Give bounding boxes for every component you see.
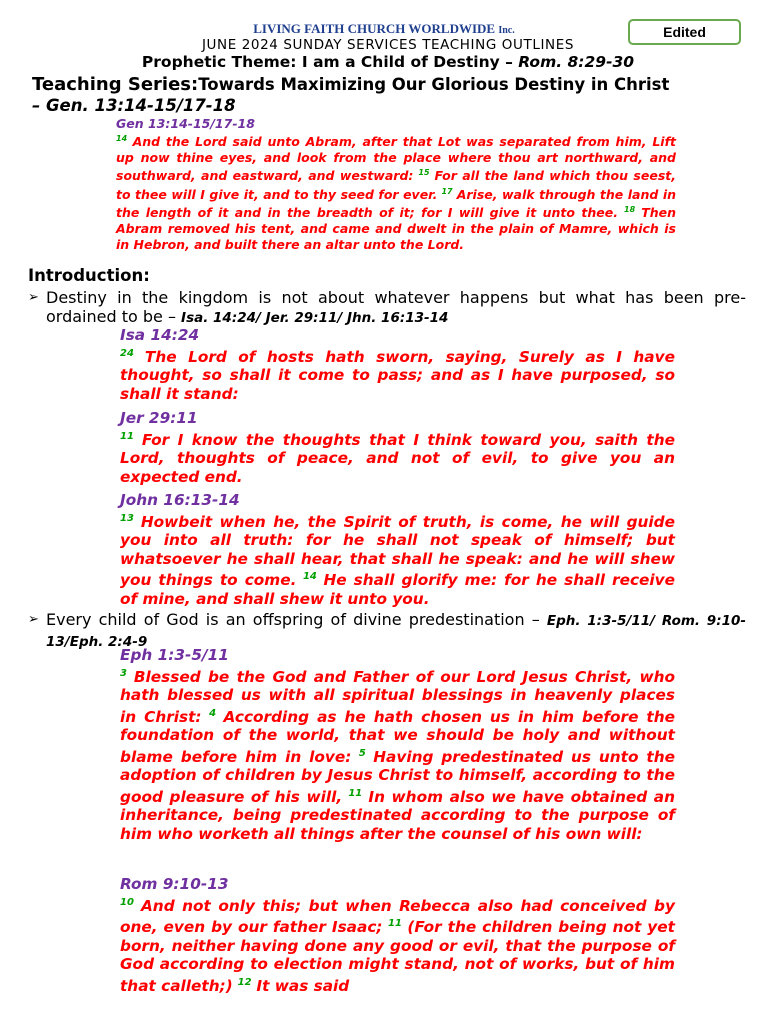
verse-number: 3 — [120, 667, 127, 679]
verse-text: Arise, walk through the land in the length of it and in the breadth of it; for I will give it unto thee. — [116, 186, 677, 221]
verse-text: He shall glorify me: for he shall receive of mine, and shall shew it unto you. — [120, 571, 675, 608]
scripture-text — [120, 894, 675, 996]
scripture-text — [120, 510, 675, 609]
verse-text: Having predestinated us unto the adoption of children by Jesus Christ to himself, according to the good pleasure of his will, — [120, 747, 675, 806]
verse-text: The Lord of hosts hath sworn, saying, Surely as I have thought, so shall it come to pass; and as I have purposed, so shall it stand: — [120, 347, 675, 403]
verse-number: 11 — [120, 430, 134, 442]
verse-number: 14 — [116, 134, 128, 143]
teaching-series — [32, 74, 669, 95]
series-label: Teaching Series: — [32, 74, 199, 95]
verse-text: For I know the thoughts that I think toward you, saith the Lord, thoughts of peace, and not of evil, to give you an expected end. — [120, 430, 675, 486]
scripture-ref: Jer 29:11 — [120, 409, 198, 427]
theme-ref: Rom. 8:29-30 — [518, 53, 635, 71]
verse-number: 17 — [441, 186, 453, 196]
org-name-text: LIVING FAITH CHURCH WORLDWIDE — [253, 21, 496, 36]
scripture-ref: Eph 1:3-5/11 — [120, 646, 229, 664]
verse-text: According as he hath chosen us in him before the foundation of the world, that we should be holy and without blame before him in love: — [120, 707, 675, 766]
scripture-text — [120, 428, 675, 487]
org-name — [0, 21, 768, 37]
bullet-text — [28, 288, 746, 328]
scripture-text — [120, 665, 675, 844]
theme-label: Prophetic Theme: I am a Child of Destiny – — [141, 53, 513, 71]
verse-text: In whom also we have obtained an inheritance, being predestinated according to the purpose of him who worketh all things after the counsel of his own will: — [120, 787, 675, 843]
series-ref — [32, 96, 236, 115]
verse-number: 18 — [624, 205, 636, 215]
scripture-ref: Rom 9:10-13 — [120, 875, 229, 893]
edited-badge: Edited — [628, 19, 741, 45]
scripture-jer — [120, 409, 675, 486]
bullet-refs: Eph. 1:3-5/11/ Rom. 9:10-13/Eph. 2:4-9 — [46, 613, 746, 650]
series-ref-text: – Gen. 13:14-15/17-18 — [32, 96, 236, 115]
verse-text: (For the children being not yet born, neither having done any good or evil, that the purpose of God according to election might stand, not of works, but of him that calleth;) — [120, 918, 675, 995]
verse-number: 11 — [387, 918, 402, 930]
verse-number: 13 — [120, 512, 134, 524]
verse-number: 14 — [302, 571, 317, 583]
prophetic-theme — [0, 53, 768, 71]
bullet-statement: Destiny in the kingdom is not about whatever happens but what has been pre-ordained to be – — [46, 288, 746, 326]
verse-number: 24 — [120, 347, 134, 359]
bullet-refs: Isa. 14:24/ Jer. 29:11/ Jhn. 16:13-14 — [181, 310, 449, 326]
verse-text: Then Abram removed his tent, and came and dwelt in the plain of Mamre, which is in Hebron, and built there an altar unto the Lord. — [116, 205, 676, 252]
scripture-ref: Isa 14:24 — [120, 326, 200, 344]
subtitle: JUNE 2024 SUNDAY SERVICES TEACHING OUTLINES — [201, 37, 575, 53]
verse-text: It was said — [256, 976, 350, 995]
series-title: Towards Maximizing Our Glorious Destiny in Christ — [198, 75, 670, 94]
scripture-ref: John 16:13-14 — [120, 491, 240, 509]
scripture-isa — [120, 326, 675, 403]
verse-text: And the Lord said unto Abram, after that Lot was separated from him, Lift up now thine eyes, and look from the place where thou art northward, and southward, and eastward, and westward: — [116, 134, 676, 184]
verse-number: 4 — [209, 707, 217, 719]
verse-text: For all the land which thou seest, to thee will I give it, and to thy seed for ever. — [116, 168, 676, 202]
bullet-arrow-icon: ➢ — [28, 290, 39, 305]
bullet-statement: Every child of God is an offspring of divine predestination – — [46, 610, 540, 629]
verse-number: 11 — [348, 787, 363, 799]
verse-number: 10 — [120, 896, 134, 908]
scripture-text — [120, 345, 675, 404]
verse-text: Blessed be the God and Father of our Lord Jesus Christ, who hath blessed us with all spiritual blessings in heavenly places in Christ: — [120, 667, 675, 726]
opening-passage-text — [116, 131, 676, 252]
scripture-rom — [120, 875, 675, 995]
scripture-john — [120, 491, 675, 608]
verse-number: 12 — [237, 976, 252, 988]
org-suffix: Inc. — [498, 25, 515, 36]
verse-text: Howbeit when he, the Spirit of truth, is come, he will guide you into all truth: for he shall not speak of himself; but whatsoever he shall hear, that shall he speak: and he will shew you things to come. — [120, 512, 675, 590]
bullet-arrow-icon: ➢ — [28, 612, 39, 627]
scripture-eph — [120, 646, 675, 843]
verse-number: 5 — [358, 747, 366, 759]
introduction-heading: Introduction: — [28, 266, 150, 285]
opening-passage-ref: Gen 13:14-15/17-18 — [116, 116, 255, 131]
verse-number: 15 — [418, 168, 430, 178]
verse-text: And not only this; but when Rebecca also had conceived by one, even by our father Isaac; — [120, 896, 675, 937]
bullet-point-1 — [28, 288, 746, 328]
